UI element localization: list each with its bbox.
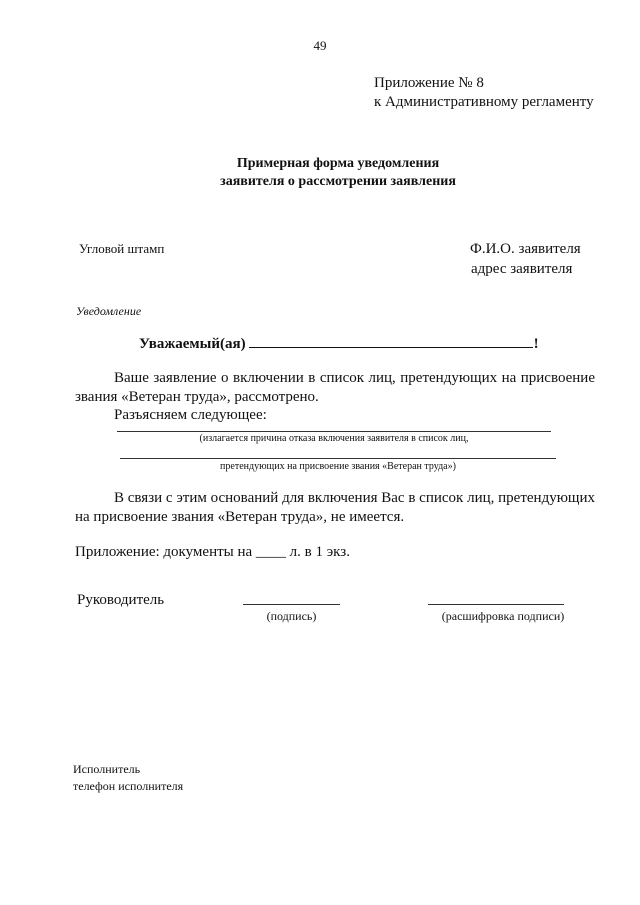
signature-decode-line	[428, 604, 564, 605]
page-number: 49	[313, 38, 327, 53]
body-paragraph-1: Ваше заявление о включении в список лиц, претендующих на присвоение звания «Ветеран труда», рассмотрено.	[75, 370, 595, 405]
reason-fill-line-1	[117, 431, 551, 432]
document-title	[0, 155, 640, 191]
applicant-name-label: Ф.И.О. заявителя	[470, 241, 581, 257]
signature-decode-caption: (расшифровка подписи)	[441, 609, 565, 623]
appendix-number: Приложение № 8	[374, 75, 484, 91]
salutation-name-blank	[249, 333, 533, 348]
salutation	[139, 333, 539, 353]
reason-note-1: (излагается причина отказа включения заявителя в список лиц,	[199, 433, 469, 444]
reason-note-2: претендующих на присвоение звания «Ветеран труда»)	[220, 461, 456, 472]
body-paragraph-2: Разъясняем следующее:	[114, 407, 267, 423]
salutation-text: Уважаемый(ая)	[139, 336, 246, 352]
appendix-reference: к Административному регламенту	[374, 94, 594, 110]
applicant-address-label: адрес заявителя	[471, 261, 573, 277]
reason-fill-line-2	[120, 458, 556, 459]
signature-line	[243, 604, 340, 605]
signature-caption: (подпись)	[266, 609, 317, 623]
applicant-block	[470, 239, 581, 279]
attachment-line: Приложение: документы на ____ л. в 1 экз.	[75, 544, 350, 560]
notice-label: Уведомление	[76, 304, 142, 318]
executor-block	[73, 761, 183, 795]
signatory-role: Руководитель	[77, 592, 165, 608]
salutation-exclamation: !	[533, 336, 539, 352]
executor-label: Исполнитель	[73, 762, 141, 776]
body-paragraph-3: В связи с этим оснований для включения Вас в список лиц, претендующих на присвоение звания «Ветеран труда», не имеется.	[75, 490, 595, 525]
appendix-header	[374, 74, 594, 112]
corner-stamp-label: Угловой штамп	[79, 241, 165, 256]
executor-phone-label: телефон исполнителя	[73, 779, 184, 793]
title-line-2: заявителя о рассмотрении заявления	[220, 174, 456, 189]
title-line-1: Примерная форма уведомления	[236, 156, 440, 171]
